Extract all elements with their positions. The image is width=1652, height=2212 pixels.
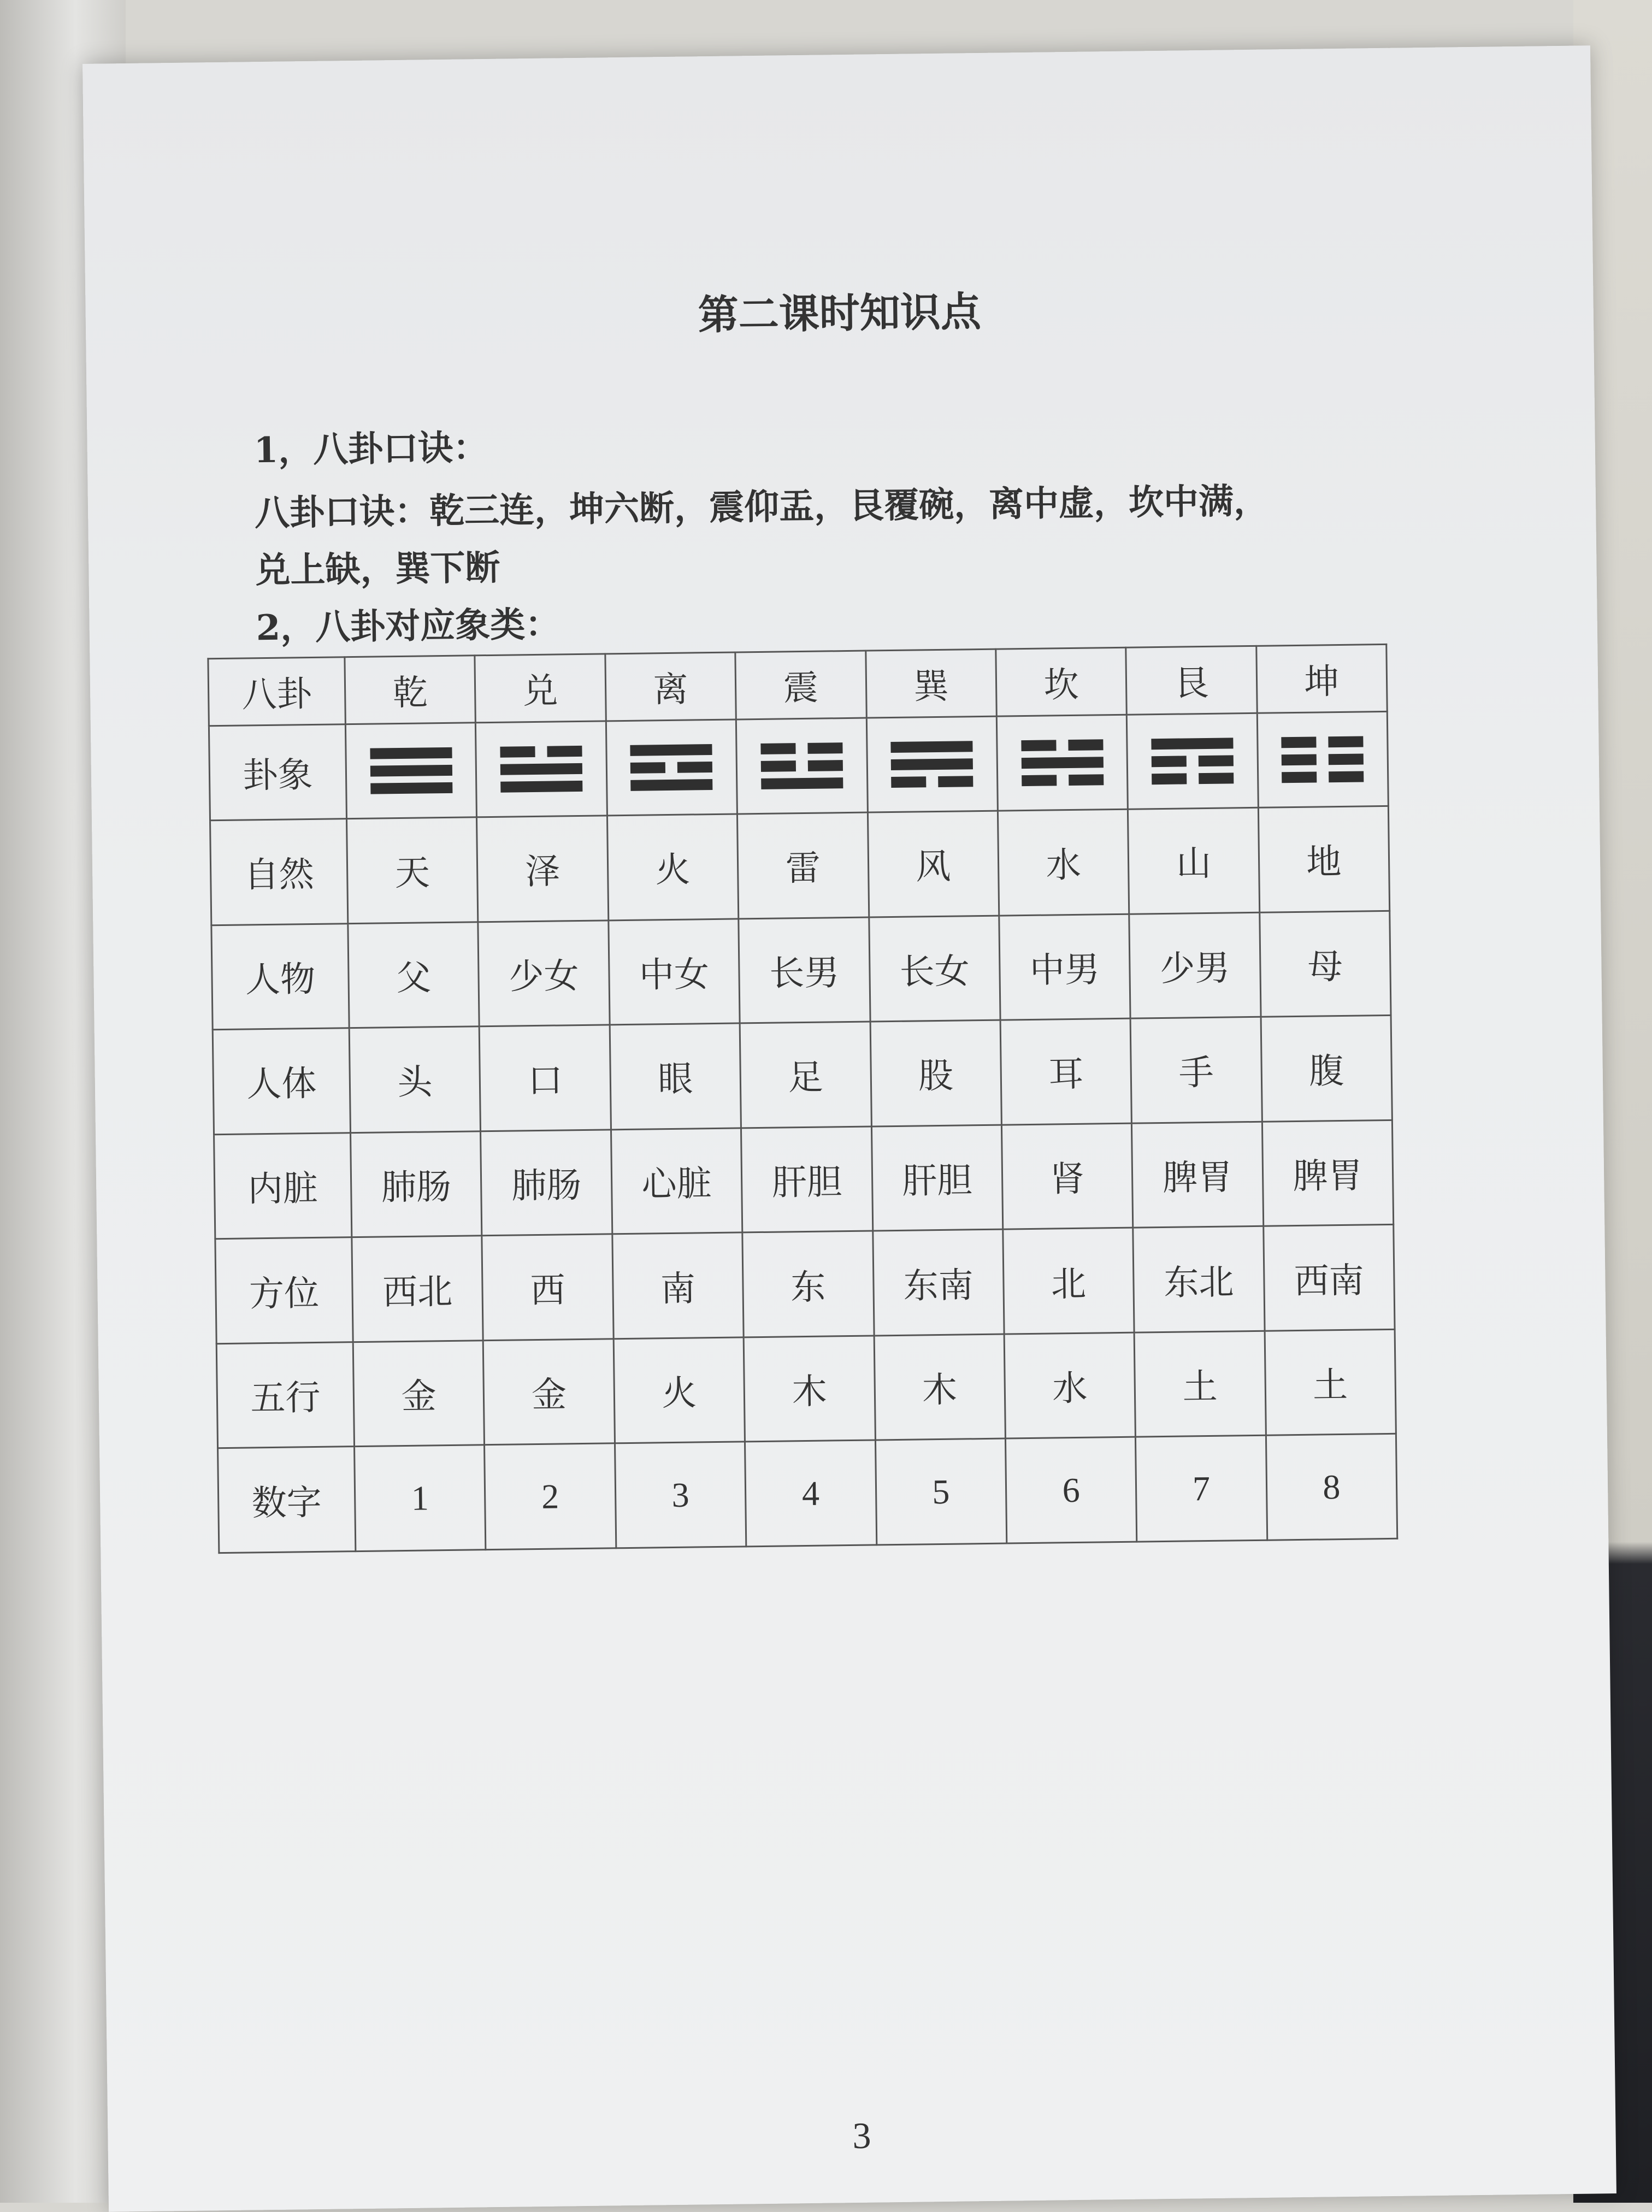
- table-cell: 山: [1128, 807, 1260, 913]
- trigram-name: 巽: [865, 649, 996, 718]
- table-cell: 肝胆: [871, 1125, 1003, 1231]
- line-segment: [1021, 740, 1056, 751]
- table-cell: 北: [1003, 1228, 1135, 1334]
- table-cell: 东南: [872, 1229, 1004, 1335]
- line-segment: [1069, 774, 1104, 786]
- line-segment: [1199, 755, 1234, 766]
- line-segment: [1329, 753, 1364, 765]
- trigram-symbol-icon: [890, 734, 973, 794]
- document-page: [82, 45, 1616, 2211]
- table-cell: 脾胃: [1262, 1120, 1394, 1226]
- row-label: 人物: [211, 923, 349, 1030]
- yin-line: [1282, 736, 1364, 748]
- table-cell: 父: [348, 922, 480, 1028]
- trigram-name: 乾: [345, 656, 476, 724]
- table-cell: 耳: [1000, 1018, 1132, 1124]
- line-segment: [630, 744, 712, 756]
- table-cell: 母: [1259, 911, 1391, 1017]
- trigram-symbol-cell: [1257, 711, 1388, 807]
- yin-line: [1022, 774, 1104, 786]
- table-cell: 心脏: [611, 1128, 742, 1234]
- row-label: 数字: [218, 1447, 356, 1553]
- page-title: 第二课时知识点: [698, 288, 982, 339]
- table-symbol-row: [209, 711, 1388, 820]
- table-cell: 3: [615, 1442, 746, 1548]
- yin-line: [500, 746, 582, 758]
- table-cell: 少女: [478, 920, 610, 1026]
- table-cell: 水: [998, 809, 1129, 915]
- line-segment: [500, 763, 582, 775]
- yang-line: [891, 758, 973, 770]
- line-segment: [938, 776, 973, 787]
- line-segment: [370, 765, 452, 777]
- section1-heading: 1，八卦口诀：: [253, 427, 488, 471]
- table-cell: 肺肠: [481, 1130, 612, 1236]
- yang-line: [500, 781, 582, 793]
- table-cell: 肾: [1001, 1123, 1133, 1229]
- trigram-symbol-icon: [370, 741, 452, 801]
- trigram-symbol-icon: [630, 738, 713, 798]
- trigram-name: 兑: [475, 654, 606, 723]
- yin-line: [1282, 771, 1364, 783]
- table-cell: 长女: [869, 916, 1000, 1022]
- trigram-symbol-cell: [866, 716, 998, 812]
- yang-line: [500, 763, 582, 775]
- yang-line: [370, 782, 452, 794]
- table-cell: 中男: [999, 914, 1131, 1020]
- row-label: 自然: [210, 819, 348, 925]
- table-cell: 西: [482, 1234, 613, 1340]
- line-segment: [1282, 754, 1317, 766]
- line-segment: [370, 747, 452, 759]
- table-cell: 西北: [352, 1236, 483, 1342]
- trigram-name: 艮: [1126, 646, 1257, 715]
- line-segment: [1329, 736, 1364, 747]
- trigram-symbol-icon: [1021, 733, 1104, 793]
- yin-line: [1282, 753, 1364, 765]
- table-cell: 火: [607, 814, 739, 920]
- line-segment: [761, 760, 796, 772]
- table-cell: 土: [1134, 1331, 1266, 1437]
- table-cell: 土: [1265, 1329, 1396, 1435]
- table-cell: 4: [745, 1440, 877, 1547]
- table-cell: 泽: [477, 816, 609, 922]
- table-cell: 足: [740, 1022, 871, 1128]
- line-segment: [1152, 756, 1187, 767]
- line-segment: [677, 762, 712, 773]
- yin-line: [761, 760, 843, 772]
- trigram-symbol-cell: [345, 723, 476, 819]
- line-segment: [1282, 772, 1317, 783]
- section2-heading: 2，八卦对应象类：: [256, 604, 560, 649]
- table-cell: 1: [355, 1445, 486, 1552]
- table-cell: 中女: [609, 919, 740, 1025]
- table-cell: 水: [1004, 1332, 1136, 1438]
- table-cell: 脾胃: [1132, 1122, 1264, 1228]
- line-segment: [1152, 773, 1187, 784]
- table-row-organs: [214, 1120, 1394, 1239]
- trigram-symbol-cell: [476, 721, 607, 817]
- table-corner-cell: 八卦: [208, 657, 345, 726]
- table-cell: 股: [870, 1020, 1002, 1126]
- trigram-name: 坎: [996, 647, 1127, 716]
- table-cell: 5: [875, 1438, 1007, 1545]
- trigram-symbol-cell: [606, 719, 737, 816]
- table-cell: 长男: [739, 917, 870, 1023]
- row-label: 方位: [215, 1237, 353, 1344]
- page-number: 3: [852, 2114, 871, 2157]
- line-segment: [500, 746, 535, 758]
- line-segment: [500, 781, 582, 793]
- yin-line: [891, 776, 973, 788]
- line-segment: [891, 758, 973, 770]
- line-segment: [1199, 772, 1234, 784]
- table-row-persons: [211, 911, 1391, 1030]
- yang-line: [761, 777, 843, 789]
- table-cell: 地: [1258, 806, 1390, 912]
- table-row-elements: [216, 1329, 1396, 1448]
- yin-line: [760, 742, 842, 754]
- trigram-name: 坤: [1256, 644, 1387, 713]
- table-cell: 金: [483, 1339, 615, 1445]
- table-cell: 风: [868, 811, 999, 917]
- line-segment: [891, 741, 973, 753]
- line-segment: [1068, 739, 1103, 751]
- table-cell: 东: [742, 1231, 874, 1337]
- table-cell: 手: [1130, 1017, 1262, 1123]
- yin-line: [1152, 755, 1234, 767]
- table-cell: 6: [1005, 1437, 1137, 1544]
- line-segment: [1022, 775, 1057, 786]
- yang-line: [1021, 757, 1103, 769]
- trigram-symbol-icon: [1281, 729, 1364, 789]
- line-segment: [1282, 737, 1317, 748]
- line-segment: [1021, 757, 1103, 769]
- yang-line: [370, 747, 452, 759]
- table-cell: 天: [347, 817, 479, 923]
- line-segment: [370, 782, 452, 794]
- yin-line: [1021, 739, 1103, 751]
- trigram-symbol-icon: [760, 736, 843, 796]
- mnemonic-line-1: 八卦口诀：乾三连，坤六断，震仰盂，艮覆碗，离中虚，坎中满，: [254, 480, 1269, 534]
- bagua-table: [207, 644, 1398, 1554]
- yang-line: [1151, 738, 1233, 750]
- table-cell: 腹: [1261, 1016, 1393, 1122]
- yang-line: [891, 741, 973, 753]
- trigram-symbol-cell: [1127, 713, 1258, 809]
- yang-line: [370, 765, 452, 777]
- trigram-name: 震: [735, 651, 866, 719]
- row-label: 内脏: [214, 1132, 352, 1239]
- trigram-symbol-icon: [1151, 731, 1234, 791]
- table-cell: 雷: [738, 812, 869, 918]
- line-segment: [807, 742, 842, 754]
- table-cell: 8: [1266, 1434, 1397, 1541]
- table-cell: 南: [612, 1232, 744, 1338]
- table-cell: 火: [613, 1337, 745, 1443]
- table-row-directions: [215, 1225, 1395, 1344]
- table-cell: 肝胆: [741, 1126, 873, 1232]
- table-cell: 肺肠: [351, 1131, 482, 1237]
- table-cell: 口: [480, 1025, 611, 1131]
- yin-line: [1152, 772, 1234, 784]
- table-cell: 木: [744, 1336, 875, 1442]
- line-segment: [631, 779, 713, 791]
- line-segment: [1151, 738, 1233, 750]
- mnemonic-line-2: 兑上缺，巽下断: [255, 547, 500, 592]
- table-cell: 2: [485, 1443, 616, 1550]
- trigram-symbol-icon: [500, 739, 582, 799]
- line-segment: [630, 762, 665, 774]
- yin-line: [630, 762, 712, 774]
- line-segment: [1329, 771, 1364, 782]
- trigram-symbol-cell: [996, 715, 1128, 811]
- line-segment: [808, 760, 843, 771]
- table-cell: 木: [874, 1334, 1006, 1440]
- trigram-name: 离: [605, 652, 736, 721]
- line-segment: [760, 743, 795, 754]
- table-cell: 金: [353, 1341, 485, 1447]
- table-cell: 7: [1136, 1436, 1267, 1542]
- yang-line: [631, 779, 713, 791]
- table-cell: 东北: [1133, 1226, 1265, 1332]
- yang-line: [630, 744, 712, 756]
- table-row-body: [213, 1016, 1392, 1135]
- table-cell: 眼: [610, 1023, 741, 1129]
- table-cell: 西南: [1263, 1225, 1395, 1331]
- line-segment: [547, 746, 582, 757]
- row-label: 卦象: [209, 724, 346, 821]
- table-row-numbers: [218, 1434, 1397, 1553]
- table-row-nature: [210, 806, 1390, 925]
- table-cell: 头: [349, 1027, 481, 1132]
- trigram-symbol-cell: [736, 718, 867, 814]
- table-cell: 少男: [1129, 912, 1261, 1018]
- line-segment: [891, 776, 926, 788]
- line-segment: [761, 777, 843, 789]
- row-label: 人体: [213, 1028, 350, 1135]
- row-label: 五行: [216, 1342, 354, 1448]
